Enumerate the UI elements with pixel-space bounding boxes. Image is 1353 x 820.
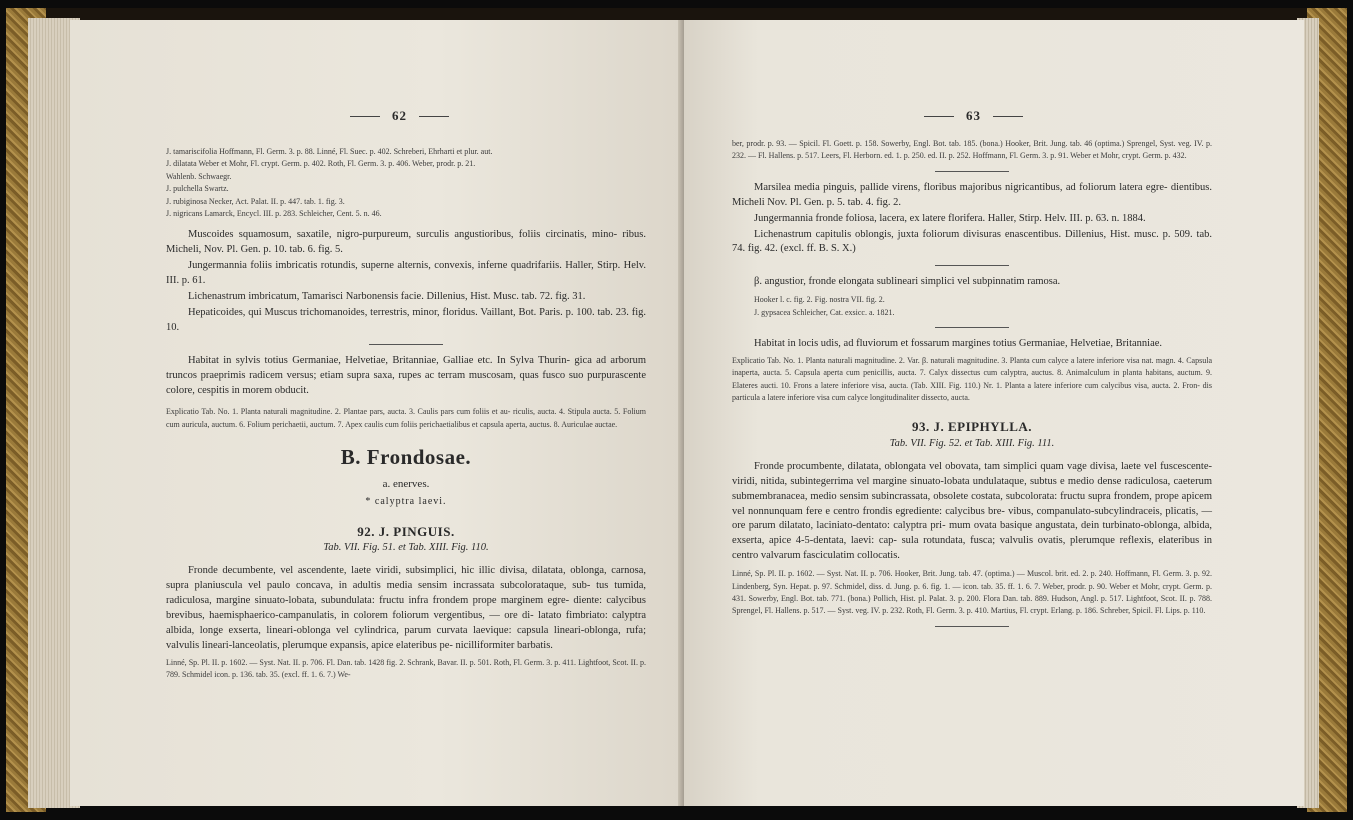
habitat-paragraph: Habitat in sylvis totius Germaniae, Helvetiae, Britanniae, Galliae etc. In Sylva Thurin- gica ad arborum truncos praeprimis radicem versus; etiam supra saxa, rupes ac terram muscosam, quas fusco suo purpurascente colore, cespitis in morem obducit. <box>166 354 646 396</box>
open-book <box>6 8 1347 812</box>
species-references: Linné, Sp. Pl. II. p. 1602. — Syst. Nat. II. p. 706. Fl. Dan. tab. 1428 fig. 2. Schrank, Bavar. II. p. 501. Roth, Fl. Germ. 3. p. 411. Lightfoot, Scot. II. p. 789. Schmidel icon. p. 136. tab. 35. (excl. ff. 1. 6. 7.) We- <box>166 657 646 679</box>
description-paragraph: Jungermannia foliis imbricatis rotundis, superne alternis, convexis, inferne quadrifariis. Haller, Stirp. Helv. III. p. 61. <box>166 260 646 287</box>
synonym-line: J. rubiginosa Necker, Act. Palat. II. p. 447. tab. 1. fig. 3. <box>166 196 345 206</box>
variety-ref: Hooker l. c. fig. 2. Fig. nostra VII. fig. 2. <box>754 295 885 305</box>
section-subtitle-2: * calyptra laevi. <box>365 495 447 507</box>
description-paragraph: Marsilea media pinguis, pallide virens, floribus majoribus nigricantibus, ad foliorum latera egre- dientibus. Micheli Nov. Pl. Gen. p. 5. tab. 4. fig. 2. <box>732 181 1212 208</box>
page-number-dash <box>419 116 449 117</box>
section-title: B. Frondosae. <box>340 445 472 470</box>
right-page-number <box>924 108 1023 124</box>
explicatio-note: Explicatio Tab. No. 1. Planta naturali magnitudine. 2. Var. β. naturali magnitudine. 3. Planta cum calyce a latere inferiore visa nat. magn. 4. Capsula inaperta, aucta. 5. Capsula aperta cum penicillis, aucta. 7. Calyx dissectus cum calyptra, auctus. 8. Animalculum in planta habitans, auctum. 9. Elateres aucti. 10. Frons a latere inferiore visa, aucta. (Tab. XIII. Fig. 110.) Nr. 1. Planta a latere inferiore cum calycibus visa, aucta. 2. Fron- dis particula a latere inferiore visa cum calyce longitudinaliter dissecto, aucta. <box>732 355 1212 403</box>
left-page-text <box>166 146 646 681</box>
section-rule <box>935 171 1009 172</box>
cover-top-edge <box>6 8 1347 20</box>
left-page-number <box>350 108 449 124</box>
description-paragraph: Jungermannia fronde foliosa, lacera, ex latere florifera. Haller, Stirp. Helv. III. p. 63. n. 1884. <box>754 212 1146 224</box>
synonym-line: J. tamariscifolia Hoffmann, Fl. Germ. 3. p. 88. Linné, Fl. Suec. p. 402. Schreberi, Ehrharti et plur. aut. <box>166 147 493 156</box>
description-block <box>166 228 646 335</box>
section-rule <box>935 265 1009 266</box>
left-page <box>70 20 684 806</box>
variety-ref: J. gypsacea Schleicher, Cat. exsicc. a. 1821. <box>754 307 895 317</box>
page-number-dash <box>350 116 380 117</box>
synonym-line: Wahlenb. Schwaegr. <box>166 171 232 181</box>
species-title: 92. J. PINGUIS. <box>357 523 455 539</box>
explicatio-note: Explicatio Tab. No. 1. Planta naturali magnitudine. 2. Plantae pars, aucta. 3. Caulis pars cum foliis et au- riculis, aucta. 4. Stipula aucta. 5. Folium cum auricula, auctum. 6. Folium perichaetii, auctum. 7. Apex caulis cum foliis perichaetialibus et capsula aperta, auctus. 8. Auriculae auctae. <box>166 407 646 429</box>
right-page <box>684 20 1304 806</box>
species-plate-ref: Tab. VII. Fig. 52. et Tab. XIII. Fig. 111. <box>889 437 1055 449</box>
variety-paragraph: β. angustior, fronde elongata sublineari simplici vel subpinnatim ramosa. <box>754 276 1061 288</box>
synonym-list <box>166 146 646 220</box>
synonym-line: J. nigricans Lamarck, Encycl. III. p. 283. Schleicher, Cent. 5. n. 46. <box>166 208 382 218</box>
description-paragraph: Muscoides squamosum, saxatile, nigro-purpureum, surculis angustioribus, foliis circinatis, mino- ribus. Micheli, Nov. Pl. Gen. p. 10. tab. 6. fig. 5. <box>166 229 646 256</box>
references-continued: ber, prodr. p. 93. — Spicil. Fl. Goett. p. 158. Sowerby, Engl. Bot. tab. 185. (bona.) Hooker, Brit. Jung. tab. 46 (optima.) Sprengel, Syst. veg. IV. p. 232. — Fl. Hallens. p. 517. Leers, Fl. Herborn. ed. 1. p. 250. ed. II. p. 252. Hoffmann, Fl. Germ. 3. p. 91. Weber et Mohr, crypt. Germ. p. 432. <box>732 139 1212 161</box>
description-paragraph: Lichenastrum imbricatum, Tamarisci Narbonensis facie. Dillenius, Hist. Musc. tab. 72. fig. 31. <box>188 290 586 302</box>
description-paragraph: Lichenastrum capitulis oblongis, juxta foliorum divisuras enascentibus. Dillenius, Hist. musc. p. 509. tab. 74. fig. 42. (excl. ff. B. S. X.) <box>732 228 1212 255</box>
species-title: 93. J. EPIPHYLLA. <box>911 419 1033 435</box>
species-description: Fronde decumbente, vel ascendente, laete viridi, subsimplici, hic illic divisa, dilatata, oblonga, carnosa, supra planiuscula vel paulo concava, in adultis media sensim incrassata subcolorataque, sub- tus tumida, radiculosa, margine sinuato-lobata, subundulata: fructu infra frondem prope marginem egre- diente: calycibus brevibus, haemisphaerico-campanulatis, in colorem foliorum vergentibus, — ore di- latato fimbriato: calyptra albida, longe exserta, lineari-oblonga vel cylindrica, parum curvata laevique: capsula lineari-oblonga, rufa; valvulis lineari-lanceolatis, plerumque expansis, apice elateribus pe- nicilliformiter barbatis. <box>166 565 646 651</box>
section-rule <box>935 327 1009 328</box>
page-number-dash <box>924 116 954 117</box>
synonym-line: J. dilatata Weber et Mohr, Fl. crypt. Germ. p. 402. Roth, Fl. Germ. 3. p. 406. Weber, prodr. p. 21. <box>166 159 476 169</box>
habitat-paragraph: Habitat in locis udis, ad fluviorum et fossarum margines totius Germaniae, Helvetiae, Britanniae. <box>754 338 1163 349</box>
section-rule <box>369 344 443 345</box>
section-rule <box>935 626 1009 627</box>
page-number-dash <box>993 116 1023 117</box>
species-plate-ref: Tab. VII. Fig. 51. et Tab. XIII. Fig. 110. <box>323 542 489 554</box>
page-number-text: 63 <box>966 108 981 123</box>
page-number-text: 62 <box>392 108 407 123</box>
description-block <box>732 181 1212 258</box>
synonym-line: J. pulchella Swartz. <box>166 184 229 194</box>
right-page-text <box>732 138 1212 636</box>
section-subtitle: a. enerves. <box>382 478 430 490</box>
species-description: Fronde procumbente, dilatata, oblongata vel obovata, tam simplici quam vage divisa, laete vel fuscescente-viridi, nitida, subintegerrima vel margine sinuato-lobata undulataque, subtus e medio dense radiculosa, caeterum submembranacea, medio sensim subincrassata, obsolete costata, subcolorata: fructu supra frondem, prope apicem vel nonnunquam fere e centro frondis egrediente: calycibus bre- vibus, companulato-subcylindraceis, plicatis, — ore parum dilatato, laciniato-dentato: calyptra pri- mum ovata basique angustata, dein turbinato-oblonga, albida, exserta, apice 4-5-dentata, laevi: cap- sula rotundata, fusca; valvulis ovatis, plerumque reflexis, elateribus in centro valvarum fasciculatim collocatis. <box>732 460 1212 562</box>
species-references: Linné, Sp. Pl. II. p. 1602. — Syst. Nat. II. p. 706. Hooker, Brit. Jung. tab. 47. (optima.) — Muscol. brit. ed. 2. p. 240. Hoffmann, Fl. Germ. 3. p. 92. Lindenberg, Syn. Hepat. p. 97. Schmidel, diss. d. Jung. p. 6. fig. 1. — icon. tab. 35. ff. 1. 6. 7. Weber, prodr. p. 90. Weber et Mohr, crypt. Germ. p. 431. Sowerby, Engl. Bot. tab. 771. (bona.) Pollich, Hist. pl. Palat. 3. p. 200. Flora Dan. tab. 889. Hudson, Angl. p. 517. Lightfoot, Scot. II. p. 788. Sprengel, Fl. Hallens. p. 517. — Syst. veg. IV. p. 232. Roth, Fl. Germ. 3. p. 410. Martius, Fl. crypt. Erlang. p. 186. Schreber, Spicil. Fl. Lips. p. 110. <box>732 569 1212 616</box>
description-paragraph: Hepaticoides, qui Muscus trichomanoides, terrestris, minor, floridus. Vaillant, Bot. Paris. p. 100. tab. 23. fig. 10. <box>166 306 646 333</box>
